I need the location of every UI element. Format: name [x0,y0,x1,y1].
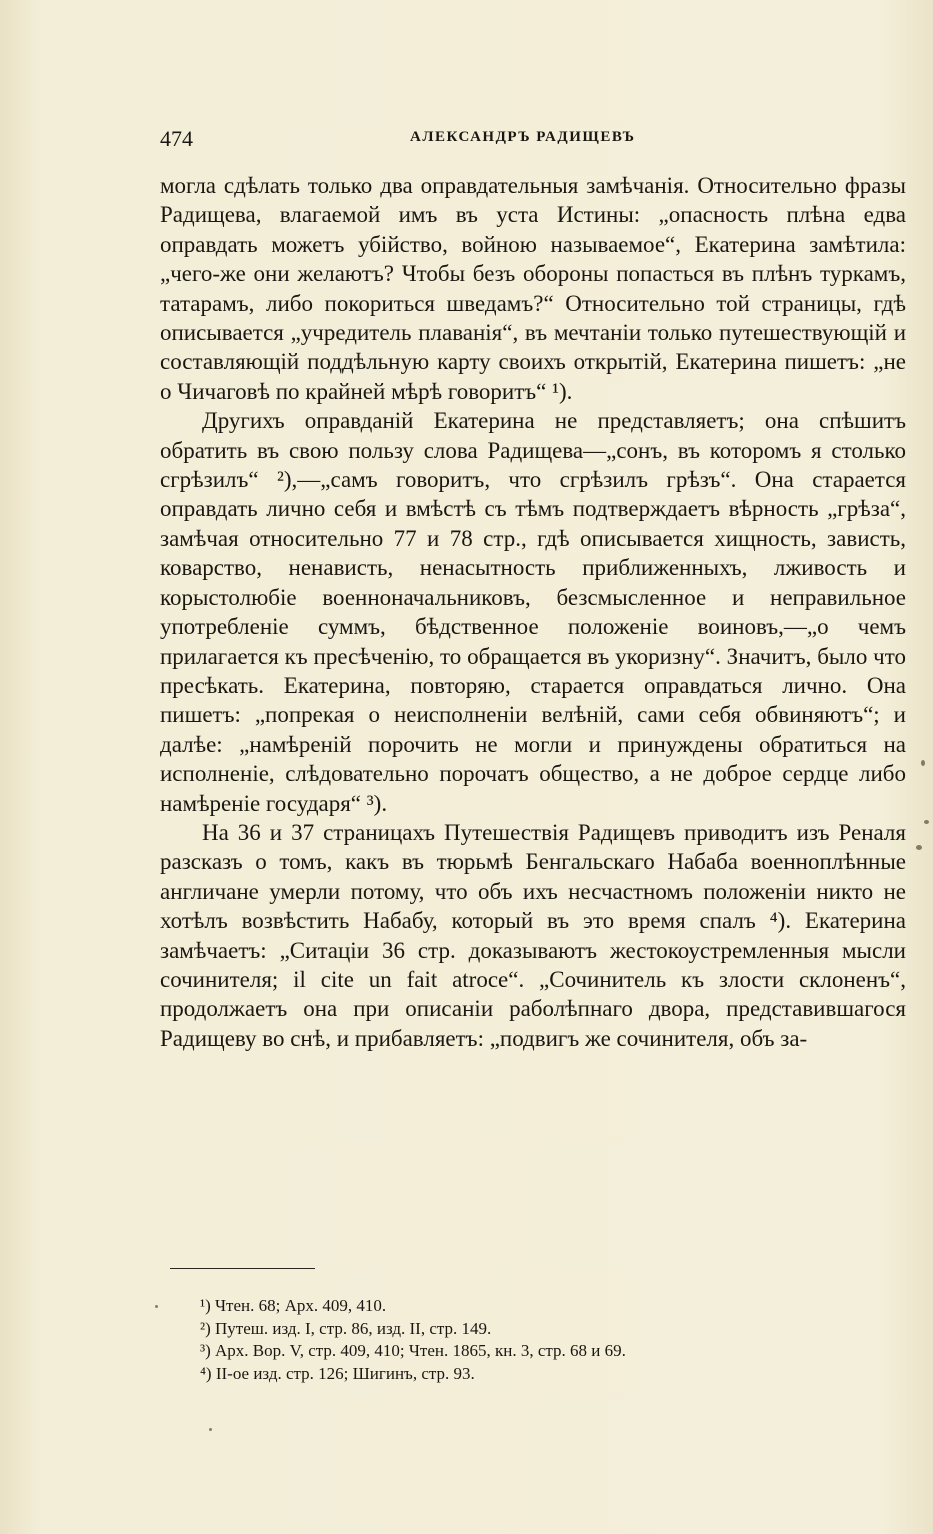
page-header [160,126,906,156]
paragraph-1: могла сдѣлать только два оправдательныя замѣчанія. Относительно фразы Радищева, влагаемой имъ въ уста Истины: „опасность плѣна едва оправдать можетъ убійство, войною называемое“, Екатерина замѣтила: „чего-же они желаютъ? Чтобы безъ обороны попасться въ плѣнъ туркамъ, татарамъ, либо покориться шведамъ?“ Относительно той страницы, гдѣ описывается „учредитель плаванія“, въ мечтаніи только путешествующій и составляющій поддѣльную карту своихъ открытій, Екатерина пишетъ: „не о Чичаговѣ по крайней мѣрѣ говоритъ“ ¹). [160,173,906,404]
running-head: АЛЕКСАНДРЪ РАДИЩЕВЪ [410,129,636,145]
ink-speck [209,1428,212,1431]
footnote-2: ²) Путеш. изд. I, стр. 86, изд. II, стр. 149. [200,1318,492,1338]
ink-speck [155,1305,158,1308]
footnote-3: ³) Арх. Вор. V, стр. 409, 410; Чтен. 1865, кн. 3, стр. 68 и 69. [200,1341,626,1360]
margin-mark [921,760,925,766]
body-text [160,171,906,1053]
paragraph-2: Другихъ оправданій Екатерина не представляетъ; она спѣшитъ обратить въ свою пользу слова Радищева—„сонъ, въ которомъ я столько сгрѣзилъ“ ²),—„самъ говоритъ, что сгрѣзилъ грѣзъ“. Она старается оправдать лично себя и вмѣстѣ съ тѣмъ подтверждаетъ вѣрность „грѣза“, замѣчая относительно 77 и 78 стр., гдѣ описывается хищность, зависть, коварство, ненависть, ненасытность приближенныхъ, лживость и корыстолюбіе военноначальниковъ, безсмысленное и неправильное употребленіе суммъ, бѣдственное положеніе воиновъ,—„о чемъ прилагается къ пресѣченію, то обращается въ укоризну“. Значитъ, было что пресѣкать. Екатерина, повторяю, старается оправдаться лично. Она пишетъ: „попрекая о неисполненіи велѣній, сами себя обвиняютъ“; и далѣе: „намѣреній порочить не могли и принуждены обратиться на исполненіе, слѣдовательно порочатъ общество, а не доброе сердце либо намѣреніе государя“ ³). [160,408,906,816]
footnote-1: ¹) Чтен. 68; Арх. 409, 410. [200,1296,387,1315]
footnote-4: ⁴) II-ое изд. стр. 126; Шигинъ, стр. 93. [200,1363,475,1383]
footnotes [200,1295,880,1385]
paragraph-3: На 36 и 37 страницахъ Путешествія Радищевъ приводитъ изъ Реналя разсказъ о томъ, какъ въ тюрьмѣ Бенгальскаго Набаба военноплѣнные англичане умерли потому, что объ ихъ несчастномъ положеніи никто не хотѣлъ возвѣстить Набабу, который въ это время спалъ ⁴). Екатерина замѣчаетъ: „Ситаціи 36 стр. доказываютъ жестокоустремленныя мысли сочинителя; il cite un fait atroce“. „Сочинитель къ злости склоненъ“, продолжаетъ она при описаніи раболѣпнаго двора, представившагося Радищеву во снѣ, и прибавляетъ: „подвигъ же сочинителя, объ за- [160,819,906,1051]
margin-mark [924,820,929,824]
page-number: 474 [160,126,193,151]
footnote-divider [170,1268,315,1269]
margin-mark [916,845,922,850]
